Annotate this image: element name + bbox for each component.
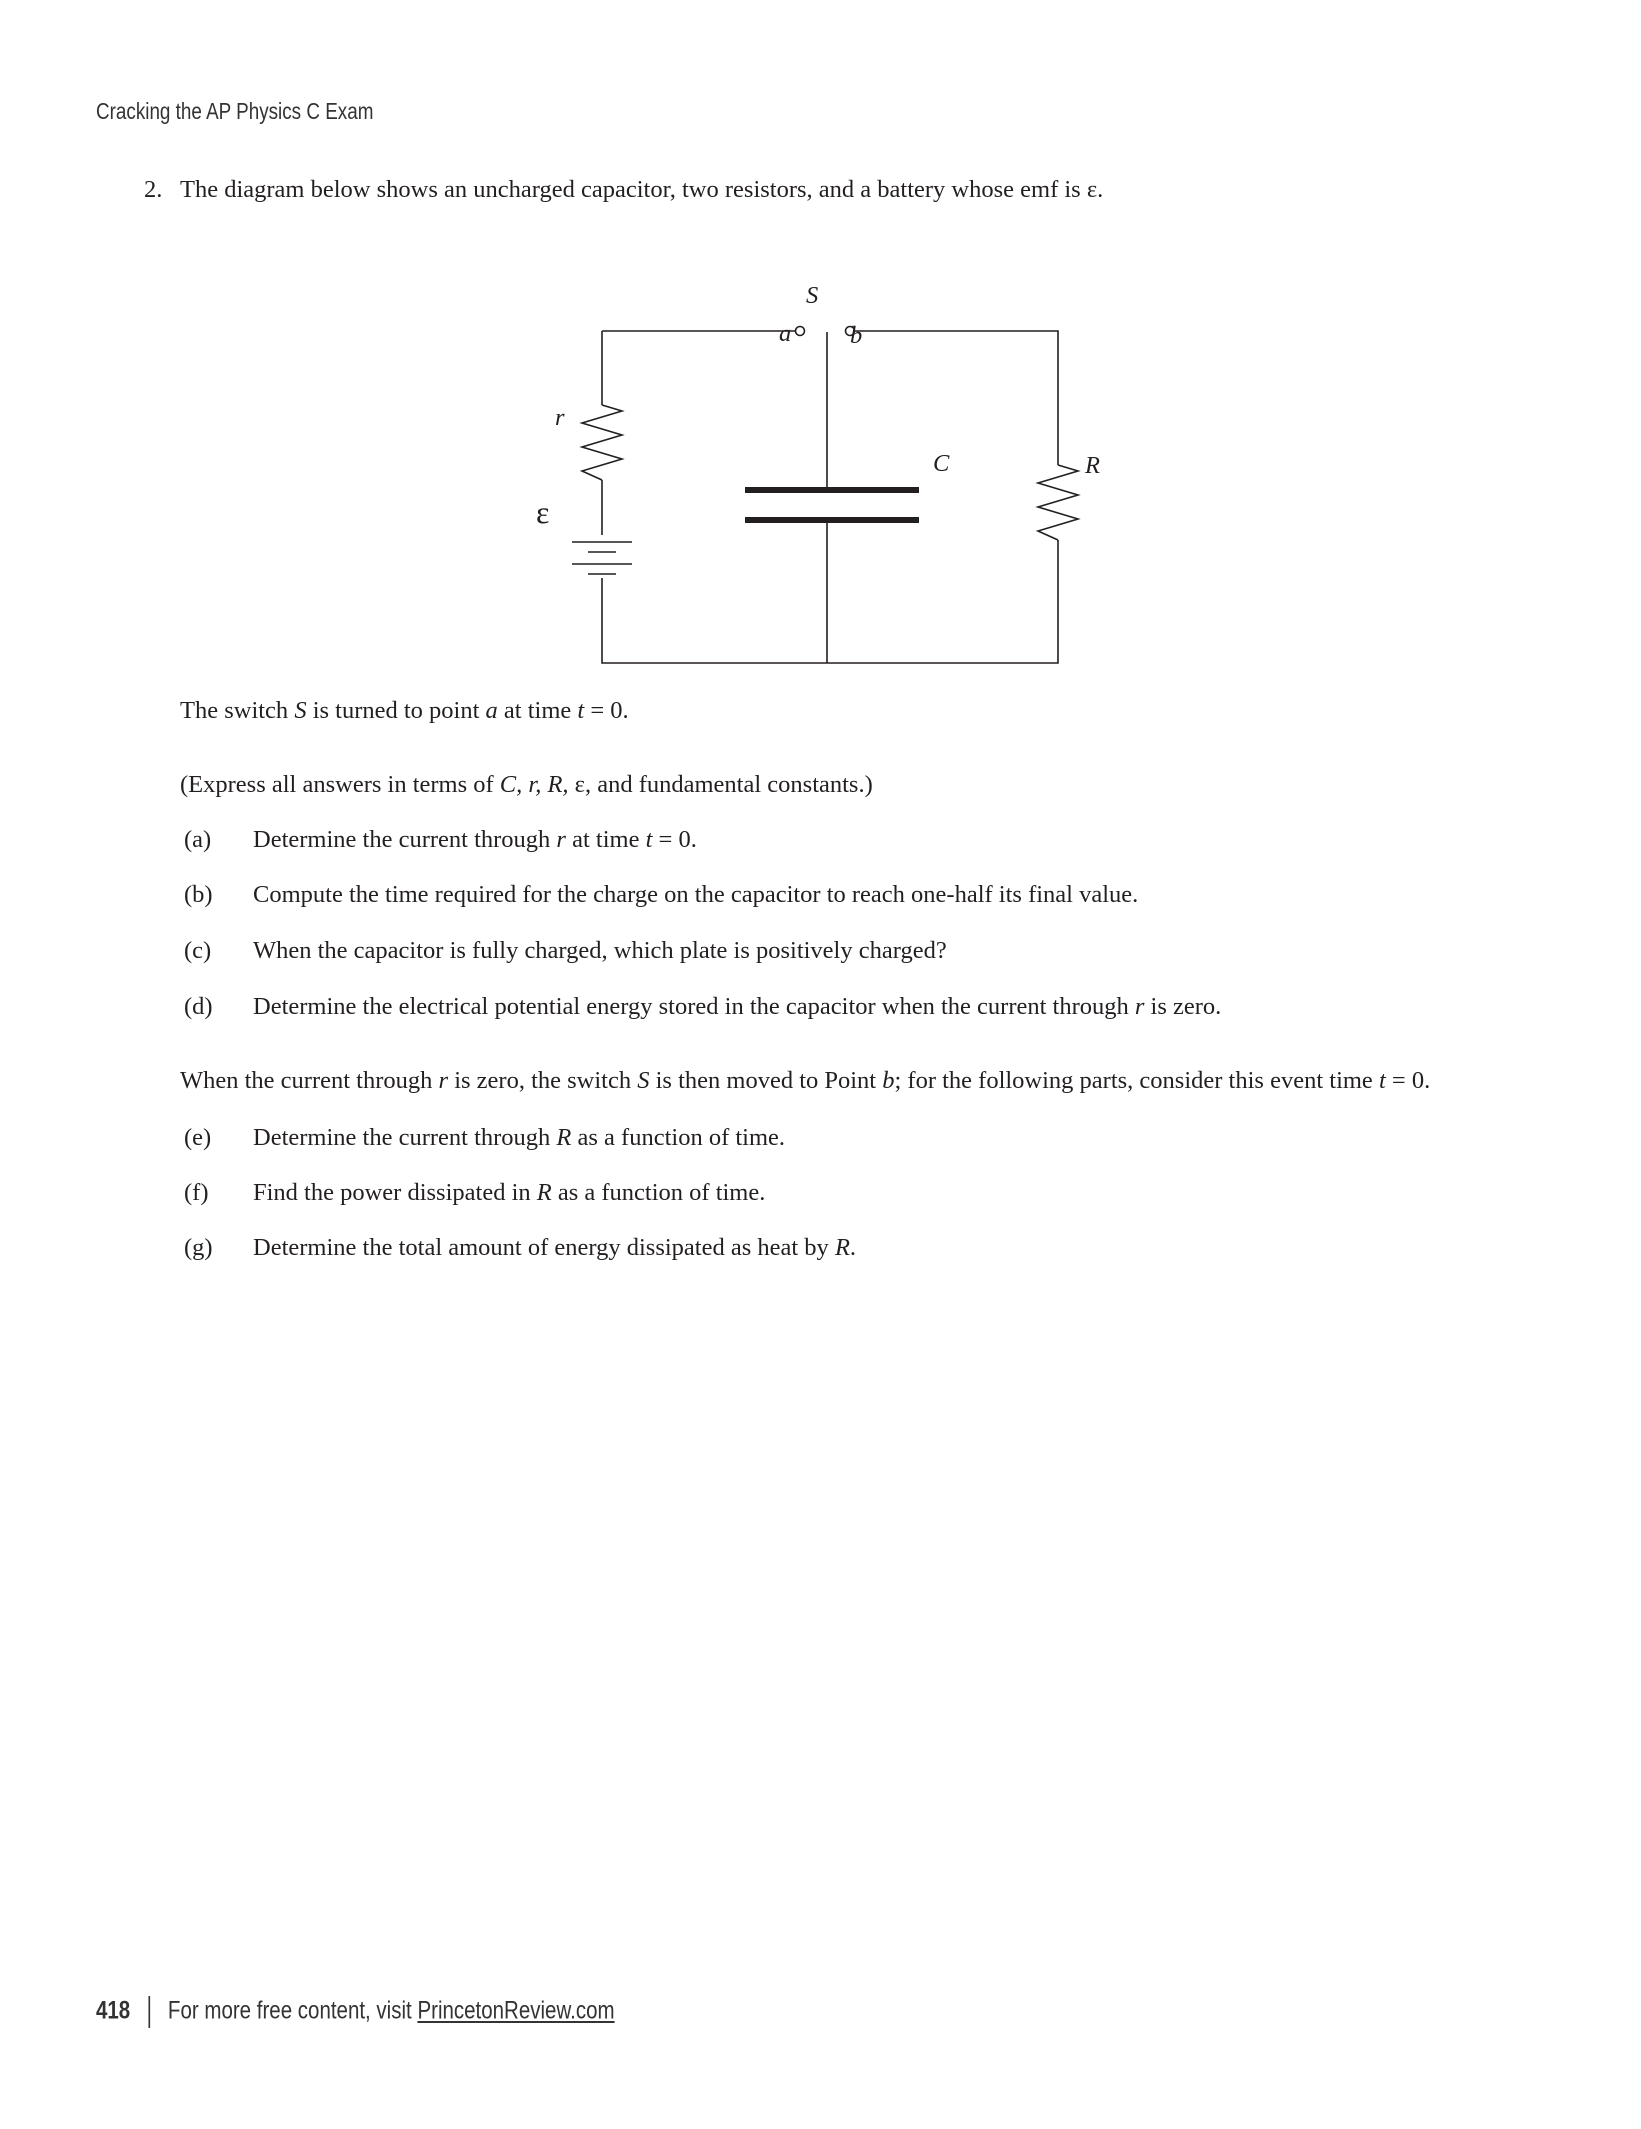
battery-icon bbox=[572, 542, 632, 574]
terminal-a bbox=[796, 327, 805, 336]
label-a: a bbox=[779, 320, 792, 347]
part-label: (g) bbox=[184, 1234, 213, 1261]
capacitor-plates bbox=[745, 490, 919, 520]
part-label: (a) bbox=[184, 826, 212, 853]
left-wire bbox=[602, 331, 1058, 663]
label-b: b bbox=[850, 322, 863, 349]
question-intro: The diagram below shows an uncharged capacitor, two resistors, and a battery whose emf is ε. bbox=[180, 176, 1104, 203]
setup-text: The switch S is turned to point a at time t = 0. bbox=[180, 697, 629, 724]
label-C: C bbox=[933, 450, 950, 477]
running-header: Cracking the AP Physics C Exam bbox=[96, 98, 374, 124]
part-label: (f) bbox=[184, 1179, 209, 1206]
second-setup: When the current through r is zero, the switch S is then moved to Point b; for the following parts, consider this event time t = 0. bbox=[180, 1067, 1431, 1094]
question-number: 2. bbox=[144, 176, 163, 203]
part-d: Determine the electrical potential energy stored in the capacitor when the current through r is zero. bbox=[253, 993, 1222, 1020]
page-number: 418 bbox=[96, 1996, 131, 2025]
resistor-r bbox=[582, 405, 622, 480]
part-label: (d) bbox=[184, 993, 213, 1020]
footer bbox=[96, 1996, 615, 2028]
part-g: Determine the total amount of energy dissipated as heat by R. bbox=[253, 1234, 857, 1261]
part-c: When the capacitor is fully charged, which plate is positively charged? bbox=[253, 937, 947, 964]
express-instructions: (Express all answers in terms of C, r, R, ε, and fundamental constants.) bbox=[180, 771, 873, 798]
part-a: Determine the current through r at time t = 0. bbox=[253, 826, 697, 853]
circuit-diagram bbox=[0, 0, 1641, 700]
part-f: Find the power dissipated in R as a function of time. bbox=[253, 1179, 766, 1206]
part-b: Compute the time required for the charge on the capacitor to reach one-half its final value. bbox=[253, 881, 1139, 908]
part-label: (e) bbox=[184, 1124, 212, 1151]
resistor-R bbox=[1038, 465, 1078, 540]
princeton-review-link[interactable]: PrincetonReview.com bbox=[417, 1996, 615, 2025]
label-r: r bbox=[555, 404, 565, 431]
label-R: R bbox=[1085, 452, 1100, 479]
part-label: (c) bbox=[184, 937, 212, 964]
part-e: Determine the current through R as a function of time. bbox=[253, 1124, 786, 1151]
footer-text: For more free content, visit bbox=[167, 1996, 418, 2025]
footer-divider bbox=[148, 1996, 150, 2028]
part-label: (b) bbox=[184, 881, 213, 908]
label-S: S bbox=[806, 282, 819, 309]
label-emf: ε bbox=[536, 494, 550, 530]
